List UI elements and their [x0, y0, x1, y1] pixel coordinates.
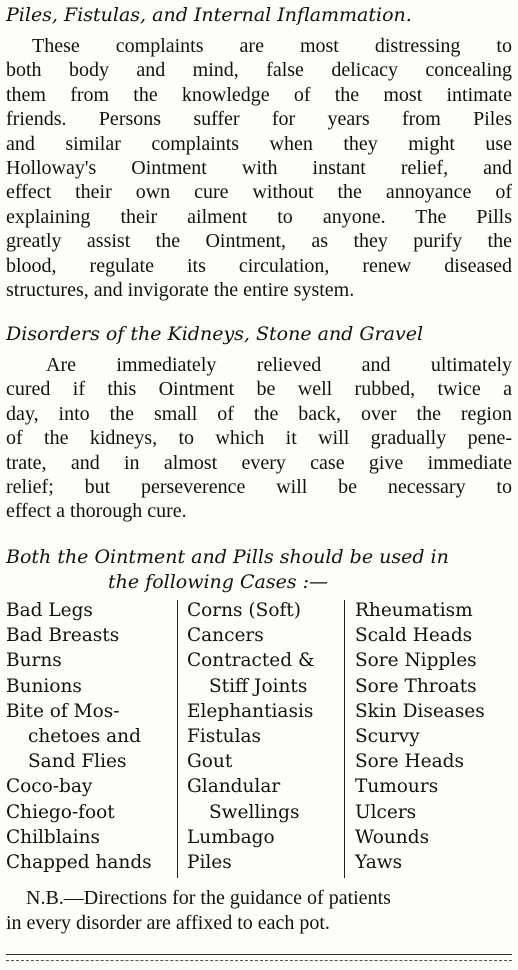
kidneys-heading: Disorders of the Kidneys, Stone and Gravel: [6, 323, 424, 345]
note-text-line: in every disorder are affixed to each pot.: [6, 912, 330, 934]
case-item: Bunions: [6, 675, 82, 697]
cases-column-3: [355, 598, 515, 875]
piles-text-line: greatly assist the Ointment, as they purify the: [6, 230, 512, 253]
piles-text-line: These complaints are most distressing to: [32, 35, 512, 57]
case-item: Sore Heads: [355, 751, 464, 773]
case-item: Yaws: [355, 852, 403, 874]
case-item: Swellings: [209, 801, 300, 823]
kidneys-paragraph: [6, 353, 512, 524]
kidneys-text-line: trate, and in almost every case give immediate: [6, 451, 512, 474]
bottom-rule: [6, 954, 512, 955]
case-item: Bad Breasts: [6, 625, 120, 647]
piles-text-line: blood, regulate its circulation, renew diseased: [6, 254, 512, 277]
piles-text-line: structures, and invigorate the entire system.: [6, 279, 355, 302]
column-divider-1: [177, 600, 178, 878]
case-item: Stiff Joints: [209, 675, 308, 697]
cases-column-1: [6, 598, 176, 875]
case-item: Bite of Mos-: [6, 700, 120, 722]
case-item: Sore Throats: [355, 675, 477, 697]
case-item: Elephantiasis: [187, 700, 314, 722]
cases-column-2: [187, 598, 339, 875]
piles-text-line: and similar complaints when they might use: [6, 132, 512, 155]
case-item: Scald Heads: [355, 625, 473, 647]
case-item: Cancers: [187, 625, 264, 647]
case-item: Wounds: [355, 826, 430, 848]
case-item: Bad Legs: [6, 600, 93, 621]
kidneys-text-line: cured if this Ointment be well rubbed, twice a: [6, 378, 512, 401]
piles-text-line: them from the knowledge of the most intimate: [6, 83, 512, 106]
piles-text-line: effect their own cure without the annoyance of: [6, 181, 512, 204]
bottom-rule-dashed: [6, 960, 512, 961]
cases-heading-line-2: the following Cases :—: [108, 571, 329, 593]
case-item: Burns: [6, 650, 62, 672]
note-paragraph: [6, 886, 512, 936]
kidneys-text-line: day, into the small of the back, over the region: [6, 402, 512, 425]
case-item: Corns (Soft): [187, 600, 301, 621]
case-item: Ulcers: [355, 801, 417, 823]
case-item: chetoes and: [28, 726, 141, 748]
piles-text-line: explaining their ailment to anyone. The Pills: [6, 205, 512, 228]
column-divider-2: [344, 600, 345, 878]
case-item: Sore Nipples: [355, 650, 477, 672]
case-item: Coco-bay: [6, 776, 93, 798]
cases-heading-line-1: Both the Ointment and Pills should be used in: [6, 546, 449, 568]
case-item: Glandular: [187, 776, 281, 798]
piles-text-line: Holloway's Ointment with instant relief, and: [6, 157, 512, 180]
kidneys-text-line: Are immediately relieved and ultimately: [46, 354, 512, 376]
case-item: Contracted &: [187, 650, 315, 672]
note-text-line: N.B.—Directions for the guidance of patients: [26, 887, 391, 909]
case-item: Rheumatism: [355, 600, 473, 621]
case-item: Skin Diseases: [355, 700, 485, 722]
case-item: Lumbago: [187, 826, 275, 848]
piles-text-line: friends. Persons suffer for years from Piles: [6, 108, 512, 131]
case-item: Scurvy: [355, 726, 420, 748]
case-item: Fistulas: [187, 726, 262, 748]
case-item: Chilblains: [6, 826, 101, 848]
case-item: Tumours: [355, 776, 439, 798]
case-item: Chapped hands: [6, 852, 152, 874]
case-item: Chiego-foot: [6, 801, 115, 823]
case-item: Piles: [187, 852, 232, 874]
case-item: Gout: [187, 751, 233, 773]
piles-paragraph: [6, 34, 512, 302]
piles-heading: Piles, Fistulas, and Internal Inflammation.: [6, 4, 412, 26]
piles-text-line: both body and mind, false delicacy concealing: [6, 59, 512, 82]
case-item: Sand Flies: [28, 751, 127, 773]
kidneys-text-line: effect a thorough cure.: [6, 500, 187, 523]
kidneys-text-line: of the kidneys, to which it will gradually pene-: [6, 427, 512, 450]
kidneys-text-line: relief; but perseverence will be necessary to: [6, 476, 512, 499]
